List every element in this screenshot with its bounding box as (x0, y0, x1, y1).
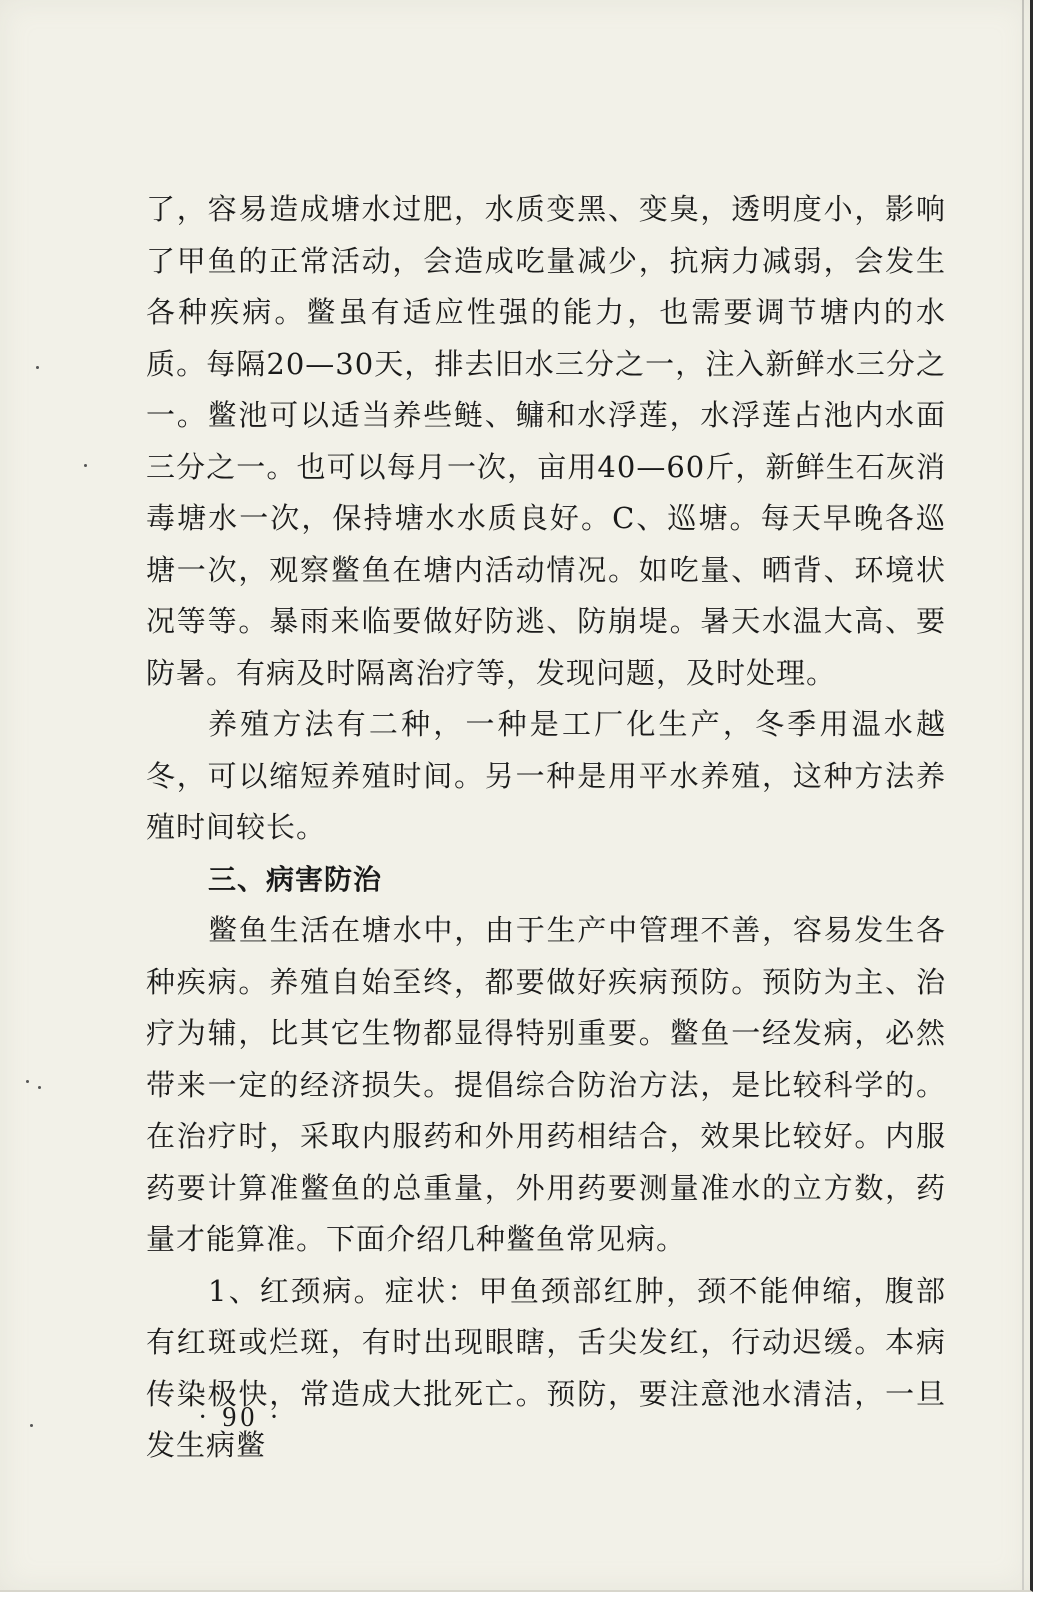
dust-speck (30, 1424, 33, 1427)
scan-edge (1022, 0, 1024, 1590)
paragraph: 鳖鱼生活在塘水中，由于生产中管理不善，容易发生各种疾病。养殖自始至终，都要做好疾病预防。预防为主、治疗为辅，比其它生物都显得特别重要。鳖鱼一经发病，必然带来一定的经济损失。提倡综合防治方法，是比较科学的。在治疗时，采取内服药和外用药相结合，效果比较好。内服药要计算准鳖鱼的总重量，外用药要测量准水的立方数，药量才能算准。下面介绍几种鳖鱼常见病。 (146, 913, 946, 1256)
paragraph: 1、红颈病。症状：甲鱼颈部红肿，颈不能伸缩，腹部有红斑或烂斑，有时出现眼瞎，舌尖发红，行动迟缓。本病传染极快，常造成大批死亡。预防，要注意池水清洁，一旦发生病鳖 (146, 1273, 946, 1462)
section-heading: 三、病害防治 (208, 862, 383, 896)
page-number: · 90 · (198, 1402, 283, 1433)
paragraph: 了，容易造成塘水过肥，水质变黑、变臭，透明度小，影响了甲鱼的正常活动，会造成吃量减少，抗病力减弱，会发生各种疾病。鳖虽有适应性强的能力，也需要调节塘内的水质。每隔20—30天，排去旧水三分之一，注入新鲜水三分之一。鳖池可以适当养些鲢、鳙和水浮莲，水浮莲占池内水面三分之一。也可以每月一次，亩用40—60斤，新鲜生石灰消毒塘水一次，保持塘水水质良好。C、巡塘。每天早晚各巡塘一次，观察鳖鱼在塘内活动情况。如吃量、晒背、环境状况等等。暴雨来临要做好防逃、防崩堤。暑天水温大高、要防暑。有病及时隔离治疗等，发现问题，及时处理。 (146, 192, 946, 690)
dust-speck (38, 1086, 41, 1089)
dust-speck (36, 366, 39, 369)
page-body (146, 184, 946, 1472)
dust-speck (26, 1080, 29, 1083)
dust-speck (84, 464, 87, 467)
paragraph: 养殖方法有二种，一种是工厂化生产，冬季用温水越冬，可以缩短养殖时间。另一种是用平水养殖，这种方法养殖时间较长。 (146, 707, 946, 844)
